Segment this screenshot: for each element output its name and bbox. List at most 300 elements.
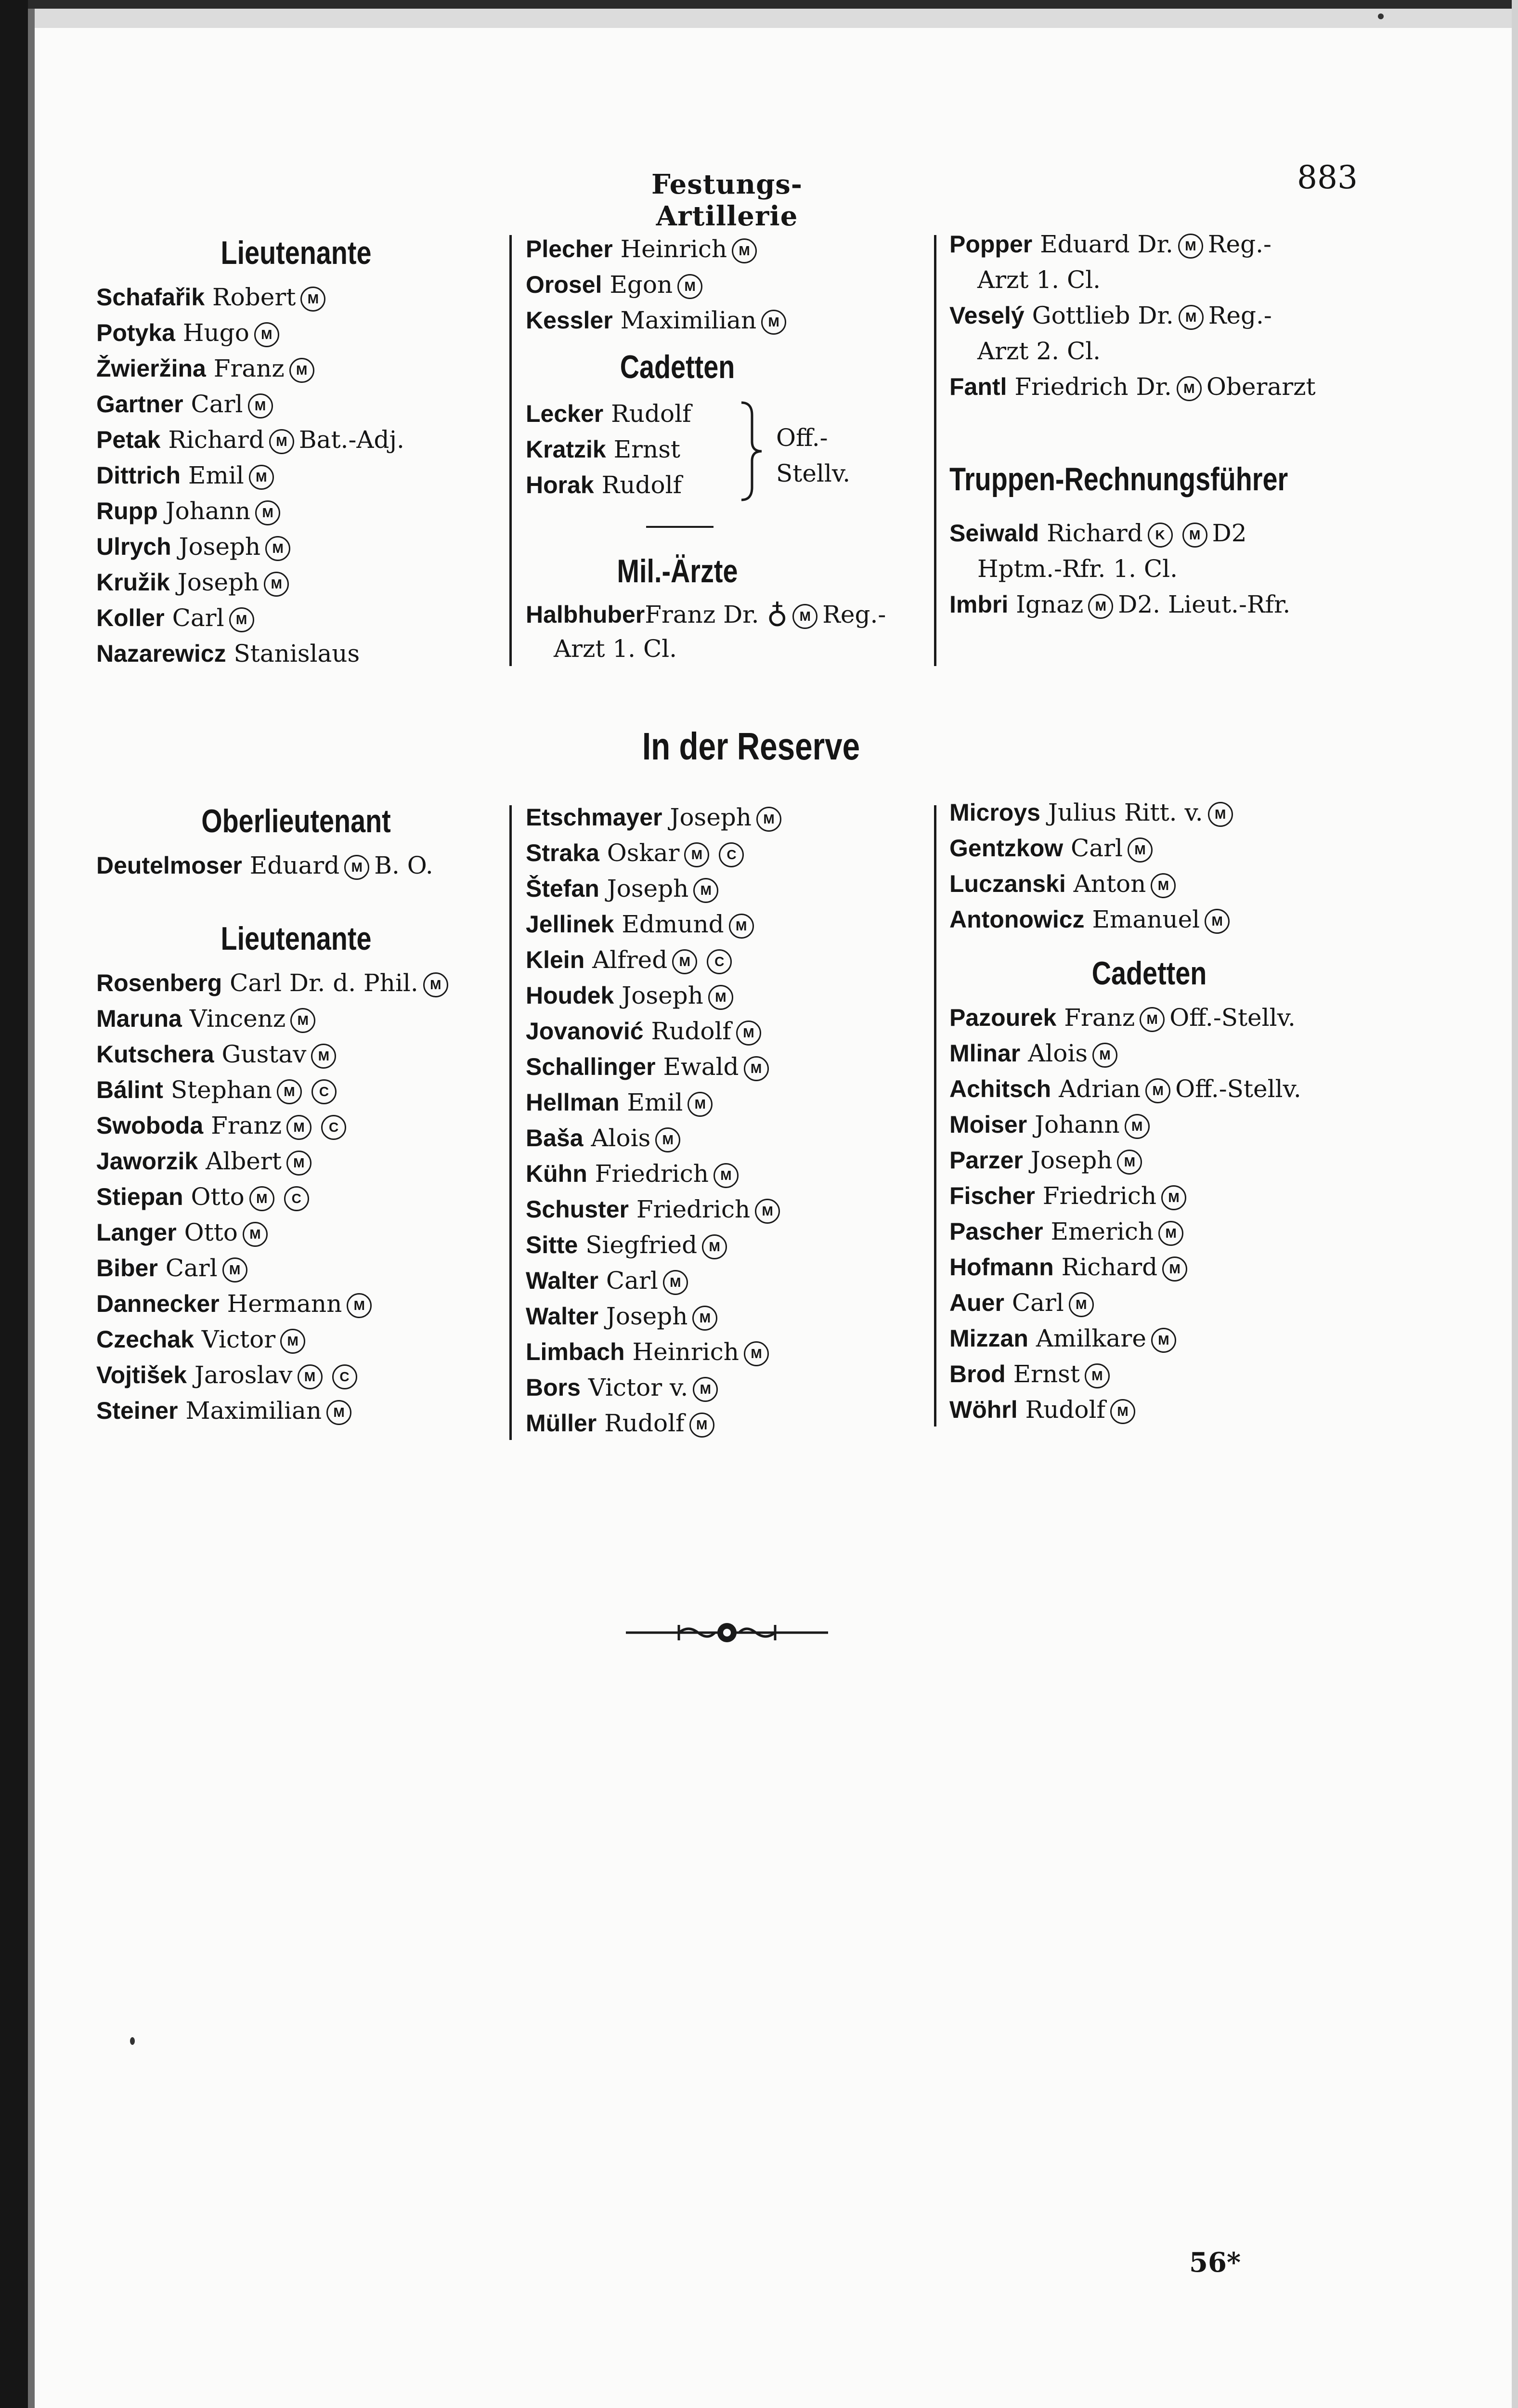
- m-badge-icon: M: [736, 1021, 761, 1046]
- surname: Limbach: [526, 1338, 625, 1365]
- given-name: Eduard Dr.: [1040, 230, 1173, 258]
- list-item: [526, 942, 925, 978]
- surname: Luczanski: [949, 870, 1066, 897]
- given-name: Anton: [1073, 870, 1146, 898]
- list-item: [526, 396, 742, 432]
- m-badge-icon: M: [1085, 1363, 1110, 1388]
- surname: Hellman: [526, 1089, 620, 1116]
- surname: Kessler: [526, 307, 613, 334]
- m-badge-icon: M: [692, 1306, 717, 1331]
- running-title: Festungs-Artillerie: [651, 169, 803, 232]
- surname: Straka: [526, 839, 599, 866]
- surname: Rosenberg: [96, 969, 222, 996]
- m-badge-icon: M: [423, 972, 448, 997]
- given-name: Vincenz: [189, 1005, 286, 1033]
- list-item: [949, 795, 1349, 830]
- list-item: [949, 1035, 1349, 1071]
- surname: Maruna: [96, 1005, 182, 1032]
- entry-list: [96, 279, 496, 671]
- m-badge-icon: M: [344, 855, 369, 880]
- m-badge-icon: M: [222, 1257, 247, 1283]
- entry-list: [526, 231, 925, 338]
- list-item: [96, 422, 496, 458]
- cadetten-heading: Cadetten: [620, 349, 735, 385]
- lieutenante-heading: Lieutenante: [221, 920, 372, 957]
- list-item: [949, 515, 1349, 551]
- rank-note: D2: [1212, 519, 1247, 547]
- column-divider: [509, 235, 512, 666]
- m-badge-icon: M: [688, 1092, 713, 1117]
- list-item: [949, 1107, 1349, 1142]
- bracket-note: [776, 420, 872, 491]
- m-badge-icon: M: [280, 1329, 305, 1354]
- list-item: [949, 1392, 1349, 1427]
- m-badge-icon: M: [744, 1056, 769, 1081]
- given-name: Emerich: [1051, 1217, 1154, 1245]
- list-item: [526, 1227, 925, 1263]
- m-badge-icon: M: [290, 1008, 315, 1033]
- m-badge-icon: M: [672, 949, 697, 974]
- list-item: [526, 1405, 925, 1441]
- m-badge-icon: M: [755, 1199, 780, 1224]
- surname: Baša: [526, 1125, 584, 1152]
- surname: Achitsch: [949, 1075, 1051, 1102]
- list-item: [949, 1249, 1349, 1285]
- given-name: Maximilian: [185, 1397, 322, 1425]
- surname: Brod: [949, 1361, 1006, 1387]
- m-badge-icon: M: [255, 500, 280, 525]
- m-badge-icon: M: [286, 1151, 311, 1176]
- given-name: Friedrich: [595, 1160, 709, 1188]
- aerzte-entry-continued: Arzt 1. Cl.: [554, 635, 677, 663]
- list-item: [96, 1036, 496, 1072]
- spacer: [949, 937, 1349, 947]
- given-name: Hugo: [182, 319, 249, 347]
- m-badge-icon: M: [756, 807, 781, 832]
- list-item: [949, 587, 1349, 622]
- given-name: Rudolf: [611, 400, 691, 428]
- m-badge-icon: M: [1179, 305, 1204, 330]
- top-column-middle: [526, 231, 925, 667]
- list-item: [949, 298, 1349, 333]
- surname: Müller: [526, 1410, 597, 1437]
- m-badge-icon: M: [1158, 1221, 1183, 1246]
- m-badge-icon: M: [1140, 1007, 1165, 1032]
- list-item: [526, 871, 925, 906]
- surname: Deutelmoser: [96, 852, 242, 879]
- truppen-heading: Truppen-Rechnungsführer: [949, 461, 1288, 497]
- given-name: Emil: [188, 461, 244, 489]
- m-badge-icon: M: [347, 1293, 372, 1318]
- surname: Langer: [96, 1219, 177, 1246]
- given-name: Joseph: [177, 568, 259, 596]
- surname: Jaworzik: [96, 1148, 198, 1175]
- given-name: Carl: [165, 1254, 218, 1282]
- m-badge-icon: M: [689, 1413, 714, 1438]
- list-item: [96, 1108, 496, 1143]
- list-item: [526, 231, 925, 267]
- list-item: [96, 315, 496, 351]
- list-item: [949, 369, 1349, 405]
- list-item: [949, 1178, 1349, 1214]
- list-item: [526, 1334, 925, 1370]
- list-item: [949, 902, 1349, 937]
- page-number: 883: [1297, 159, 1358, 196]
- surname: Moiser: [949, 1111, 1027, 1138]
- surname: Auer: [949, 1289, 1004, 1316]
- m-badge-icon: M: [663, 1270, 688, 1295]
- m-badge-icon: M: [248, 393, 273, 419]
- surname: Antonowicz: [949, 906, 1085, 933]
- surname: Orosel: [526, 271, 602, 298]
- surname: Pascher: [949, 1218, 1043, 1245]
- given-name: Heinrich: [620, 235, 727, 263]
- rank-note: D2. Lieut.-Rfr.: [1118, 590, 1291, 618]
- m-badge-icon: M: [1110, 1399, 1135, 1424]
- entry-continued: Hptm.-Rfr. 1. Cl.: [977, 555, 1178, 583]
- given-name: Edmund: [622, 910, 724, 938]
- m-badge-icon: M: [289, 358, 314, 383]
- m-badge-icon: M: [708, 985, 733, 1010]
- surname: Stiepan: [96, 1183, 183, 1210]
- entry-list: [96, 965, 496, 1428]
- list-item: [96, 1143, 496, 1179]
- m-badge-icon: M: [229, 607, 254, 632]
- surname: Fischer: [949, 1182, 1035, 1209]
- c-badge-icon: C: [321, 1115, 346, 1140]
- m-badge-icon: M: [702, 1234, 727, 1259]
- list-item: [96, 1001, 496, 1036]
- given-name: Joseph: [606, 1302, 688, 1330]
- given-name: Richard: [1047, 519, 1143, 547]
- given-name: Julius Ritt. v.: [1048, 798, 1203, 826]
- given-name: Siegfried: [585, 1231, 698, 1259]
- given-name: Robert: [212, 283, 296, 311]
- given-name: Richard: [168, 426, 264, 454]
- surname: Dittrich: [96, 462, 181, 489]
- given-name: Carl Dr. d. Phil.: [230, 969, 418, 997]
- cadetten-bracket-group: [526, 396, 925, 507]
- list-item: [96, 1357, 496, 1393]
- surname: Mizzan: [949, 1325, 1028, 1352]
- top-column-lieutenante: [96, 226, 496, 671]
- given-name: Alois: [1028, 1039, 1088, 1067]
- m-badge-icon: M: [249, 1186, 274, 1211]
- m-badge-icon: M: [1151, 1328, 1176, 1353]
- top-column-right: [949, 226, 1349, 622]
- m-badge-icon: M: [655, 1127, 680, 1152]
- given-name: Joseph: [607, 875, 689, 903]
- surname: Gentzkow: [949, 835, 1064, 862]
- list-item: [526, 1085, 925, 1120]
- given-name: Carl: [1071, 834, 1123, 862]
- oberlieutenant-heading: Oberlieutenant: [201, 803, 391, 839]
- list-item: [949, 1214, 1349, 1249]
- given-name: Maximilian: [620, 306, 757, 334]
- list-item: [96, 1286, 496, 1322]
- given-name: Rudolf: [651, 1017, 731, 1045]
- surname: Dannecker: [96, 1290, 220, 1317]
- given-name: Stephan: [170, 1076, 272, 1104]
- m-badge-icon: M: [1177, 376, 1202, 401]
- column-divider: [934, 805, 936, 1426]
- surname: Potyka: [96, 319, 175, 346]
- scan-edge-left-inner: [28, 0, 35, 2408]
- surname: Rupp: [96, 497, 158, 524]
- given-name: Alois: [591, 1124, 651, 1152]
- m-badge-icon: M: [265, 536, 290, 561]
- m-badge-icon: M: [1125, 1114, 1150, 1139]
- m-badge-icon: M: [311, 1044, 336, 1069]
- list-item: [526, 467, 742, 503]
- surname: Schafařik: [96, 284, 205, 311]
- given-name: Carl: [1012, 1289, 1064, 1317]
- m-badge-icon: M: [326, 1400, 351, 1425]
- surname: Plecher: [526, 236, 613, 262]
- m-badge-icon: M: [1151, 873, 1176, 898]
- rank-note: Reg.-: [822, 601, 886, 628]
- given-name: Ewald: [663, 1053, 739, 1081]
- given-name: Amilkare: [1036, 1324, 1146, 1352]
- m-badge-icon: M: [693, 1377, 718, 1402]
- entry-list: [949, 226, 1349, 405]
- c-badge-icon: C: [332, 1364, 357, 1389]
- list-item: [949, 226, 1349, 262]
- scan-edge-top: [28, 0, 1518, 9]
- given-name: Joseph: [622, 982, 703, 1009]
- m-badge-icon: M: [1088, 594, 1113, 619]
- list-item: [96, 351, 496, 386]
- entry-continued: Arzt 2. Cl.: [977, 337, 1101, 365]
- m-badge-icon: M: [1069, 1292, 1094, 1317]
- aerzte-heading: Mil.-Ärzte: [617, 553, 738, 589]
- m-badge-icon: M: [1145, 1078, 1170, 1103]
- surname: Imbri: [949, 591, 1009, 618]
- list-item: [96, 493, 496, 529]
- surname: Pazourek: [949, 1004, 1057, 1031]
- list-item: [526, 1191, 925, 1227]
- brace-icon: [738, 401, 766, 502]
- c-badge-icon: C: [719, 842, 744, 867]
- given-name: Stanislaus: [234, 640, 360, 667]
- m-badge-icon: M: [714, 1163, 739, 1188]
- given-name: Ernst: [613, 435, 680, 463]
- surname: Schuster: [526, 1196, 629, 1223]
- section-heading: Lieutenante: [221, 235, 372, 271]
- given-name: Gustav: [221, 1040, 307, 1068]
- given-name: Rudolf: [604, 1409, 685, 1437]
- rank-note: Bat.-Adj.: [298, 426, 404, 454]
- surname: Etschmayer: [526, 804, 662, 831]
- m-badge-icon: M: [298, 1364, 323, 1389]
- m-badge-icon: M: [744, 1341, 769, 1366]
- given-name: Friedrich: [636, 1195, 751, 1223]
- list-item: [96, 636, 496, 671]
- surname: Gartner: [96, 391, 183, 418]
- surname: Horak: [526, 471, 594, 498]
- m-badge-icon: M: [677, 274, 702, 299]
- list-item: [526, 1370, 925, 1405]
- m-badge-icon: M: [693, 878, 718, 903]
- given-name: Carl: [172, 604, 224, 632]
- list-item: [96, 1072, 496, 1108]
- list-item: [96, 1215, 496, 1250]
- list-item: [526, 1049, 925, 1085]
- entry-list: [949, 795, 1349, 937]
- surname: Houdek: [526, 982, 614, 1009]
- surname: Swoboda: [96, 1112, 204, 1139]
- list-item: [96, 600, 496, 636]
- rank-note: Off.-Stellv.: [1175, 1075, 1301, 1103]
- list-item: [526, 302, 925, 338]
- surname: Kratzik: [526, 436, 606, 463]
- surname: Bálint: [96, 1076, 163, 1103]
- m-badge-icon: M: [732, 238, 757, 263]
- spacer: [96, 883, 496, 912]
- c-badge-icon: C: [311, 1079, 337, 1104]
- surname: Nazarewicz: [96, 640, 226, 667]
- column-divider: [509, 805, 512, 1440]
- rank-note: B. O.: [374, 851, 433, 879]
- list-item: [949, 1000, 1349, 1035]
- surname: Hofmann: [949, 1254, 1054, 1281]
- m-badge-icon: M: [264, 572, 289, 597]
- list-item: [526, 906, 925, 942]
- entry-continued: Arzt 1. Cl.: [977, 266, 1101, 294]
- surname: Schallinger: [526, 1053, 656, 1080]
- list-item: [949, 1142, 1349, 1178]
- m-badge-icon: M: [1092, 1043, 1117, 1068]
- entry-list: [949, 515, 1349, 622]
- given-name: Ernst: [1013, 1360, 1080, 1388]
- surname: Štefan: [526, 875, 599, 902]
- given-name: Carl: [191, 390, 243, 418]
- list-item: [96, 529, 496, 564]
- given-name: Ignaz: [1016, 590, 1084, 618]
- surname: Veselý: [949, 302, 1025, 329]
- given-name: Franz: [211, 1112, 282, 1139]
- list-item: [526, 1156, 925, 1191]
- reserve-column-left: [96, 795, 496, 1428]
- c-badge-icon: C: [707, 949, 732, 974]
- given-name: Joseph: [670, 803, 752, 831]
- surname: Mlinar: [949, 1040, 1021, 1067]
- m-badge-icon: M: [249, 465, 274, 490]
- ornament-divider-icon: [626, 1618, 828, 1647]
- list-item: [96, 1322, 496, 1357]
- entry-list: [96, 848, 496, 883]
- k-badge-icon: K: [1148, 523, 1173, 548]
- surname: Petak: [96, 426, 161, 453]
- list-item: [949, 830, 1349, 866]
- given-name: Johann: [1035, 1111, 1120, 1139]
- list-item: [96, 1179, 496, 1215]
- list-item: [96, 386, 496, 422]
- surname: Klein: [526, 946, 585, 973]
- list-item: [96, 458, 496, 493]
- surname: Halbhuber: [526, 601, 645, 628]
- surname: Steiner: [96, 1397, 178, 1424]
- list-item: [96, 1250, 496, 1286]
- m-badge-icon: M: [243, 1222, 268, 1247]
- list-item: [526, 1120, 925, 1156]
- given-name: Adrian: [1059, 1075, 1141, 1103]
- cross-symbol-icon: ♁: [766, 596, 788, 630]
- m-badge-icon: M: [286, 1115, 311, 1140]
- surname: Walter: [526, 1303, 598, 1330]
- m-badge-icon: M: [277, 1079, 302, 1104]
- surname: Kühn: [526, 1160, 587, 1187]
- m-badge-icon: M: [1161, 1185, 1186, 1210]
- surname: Žwieržina: [96, 355, 206, 382]
- surname: Wöhrl: [949, 1396, 1018, 1423]
- surname: Kružik: [96, 569, 170, 596]
- given-name: Otto: [184, 1218, 238, 1246]
- list-item: [526, 432, 742, 467]
- m-badge-icon: M: [761, 310, 786, 335]
- surname: Ulrych: [96, 533, 171, 560]
- given-name: Eduard: [249, 851, 340, 879]
- given-name: Gottlieb Dr.: [1032, 301, 1174, 329]
- surname: Jovanović: [526, 1018, 644, 1045]
- given-name: Jaroslav: [194, 1361, 293, 1389]
- surname: Koller: [96, 604, 165, 631]
- list-item: [96, 564, 496, 600]
- bracket-note-line2: Stellv.: [776, 459, 851, 487]
- given-name: Johann: [165, 497, 251, 525]
- surname: Seiwald: [949, 520, 1039, 547]
- m-badge-icon: M: [254, 322, 279, 347]
- scan-edge-right: [1512, 0, 1518, 2408]
- m-badge-icon: M: [1208, 802, 1233, 827]
- surname: Biber: [96, 1255, 158, 1282]
- given-name: Oskar: [607, 839, 680, 867]
- surname: Kutschera: [96, 1041, 214, 1068]
- list-item: [526, 267, 925, 302]
- given-name: Friedrich Dr.: [1014, 373, 1172, 401]
- given-name: Franz: [213, 354, 285, 382]
- given-name: Emil: [627, 1088, 683, 1116]
- list-item: [949, 1071, 1349, 1107]
- given-name: Emanuel: [1092, 905, 1200, 933]
- spacer: [949, 506, 1349, 515]
- m-badge-icon: M: [1117, 1150, 1142, 1175]
- ink-speck: [1378, 13, 1384, 19]
- list-item: [949, 1285, 1349, 1321]
- surname: Sitte: [526, 1231, 578, 1258]
- given-name: Franz Dr.: [645, 601, 759, 628]
- list-item: [526, 835, 925, 871]
- m-badge-icon: M: [729, 914, 754, 939]
- surname: Vojtišek: [96, 1361, 187, 1388]
- reserve-column-middle: [526, 799, 925, 1441]
- surname: Bors: [526, 1374, 581, 1401]
- aerzte-entry: [526, 595, 925, 631]
- given-name: Victor v.: [588, 1374, 688, 1401]
- surname: Popper: [949, 231, 1033, 258]
- m-badge-icon: M: [1205, 909, 1230, 934]
- list-item: [96, 1393, 496, 1428]
- list-item: [526, 1298, 925, 1334]
- m-badge-icon: M: [1162, 1256, 1187, 1282]
- list-item: [949, 1321, 1349, 1356]
- cadetten-heading: Cadetten: [1091, 955, 1207, 992]
- given-name: Alfred: [592, 946, 668, 974]
- rank-note: Reg.-: [1207, 230, 1271, 258]
- list-item: [949, 1356, 1349, 1392]
- given-name: Egon: [610, 271, 673, 299]
- list-item: [96, 279, 496, 315]
